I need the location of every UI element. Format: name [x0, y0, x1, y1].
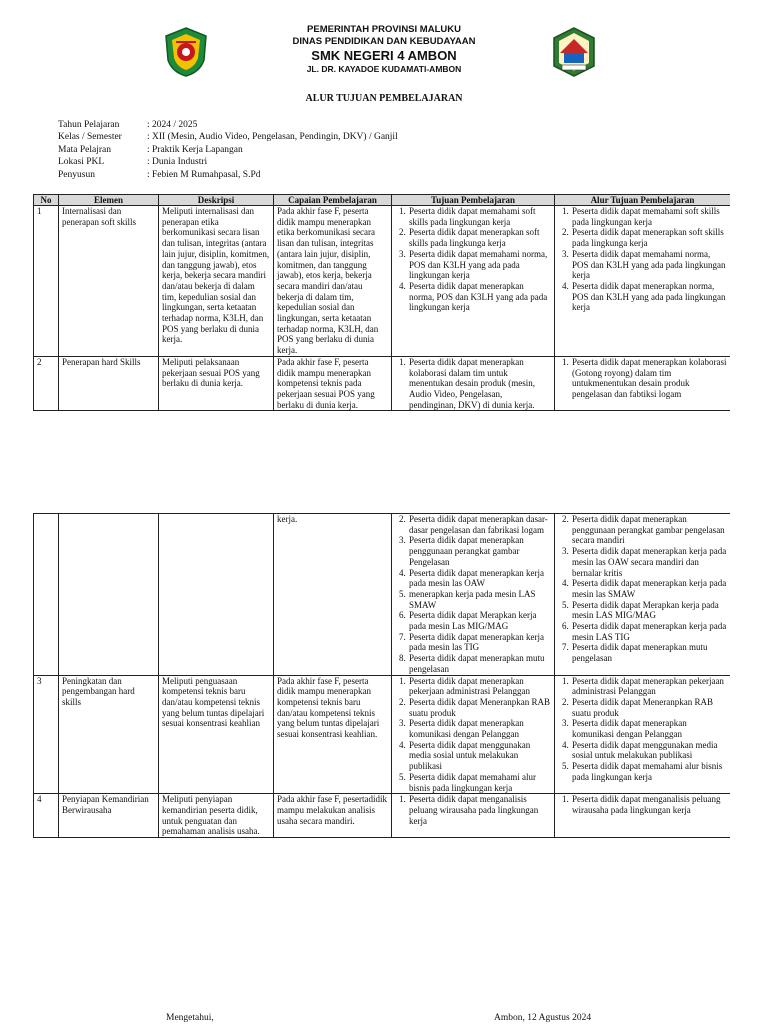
list-item: 5. Peserta didik dapat memahami alur bisnis pada lingkungan kerja — [408, 772, 551, 793]
list-item: 4. Peserta didik dapat menggunakan media sosial untuk melakukan publikasi — [571, 740, 727, 761]
cell-elemen: Internalisasi dan penerapan soft skills — [59, 206, 159, 357]
cell-alur — [555, 356, 731, 411]
cell-no — [34, 514, 59, 676]
meta-key: Penyusun — [58, 169, 95, 180]
cell-tujuan — [392, 794, 555, 838]
list-item: 2. Peserta didik dapat menerapkan penggunaan perangkat gambar pengelasan secara mandiri — [571, 514, 727, 546]
cell-alur — [555, 514, 731, 676]
list-item: 1. Peserta didik dapat menganalisis peluang wirausaha pada lingkungan kerja — [571, 794, 727, 815]
list-item: 2. Peserta didik dapat menerapkan dasar-dasar pengelasan dan fabrikasi logam — [408, 514, 551, 535]
cell-elemen: Peningkatan dan pengembangan hard skills — [59, 675, 159, 794]
signature-left-label: Mengetahui, — [166, 1013, 214, 1023]
cell-tujuan — [392, 356, 555, 411]
list-item: 1. Peserta didik dapat menerapkan pekerjaan administrasi Pelanggan — [408, 676, 551, 697]
list-item: 4. Peserta didik dapat menggunakan media sosial untuk melakukan publikasi — [408, 740, 551, 772]
list-item: 5. Peserta didik dapat memahami alur bisnis pada lingkungan kerja — [571, 761, 727, 782]
list-item: 7. Peserta didik dapat menerapkan kerja pada mesin las TIG — [408, 632, 551, 653]
cell-deskripsi: Meliputi penyiapan kemandirian peserta didik, untuk penguatan dan pemahaman analisis usaha. — [159, 794, 274, 838]
meta-key: Mata Pelajran — [58, 144, 112, 155]
meta-value: : Dunia Industri — [147, 157, 208, 168]
table-row — [34, 356, 731, 411]
cell-tujuan — [392, 514, 555, 676]
list-item: 3. Peserta didik dapat menerapkan penggunaan perangkat gambar Pengelasan — [408, 535, 551, 567]
letterhead — [0, 22, 768, 82]
cell-no: 4 — [34, 794, 59, 838]
list-item: 3. Peserta didik dapat menerapkan komunikasi dengan Pelanggan — [408, 718, 551, 739]
table-page-2 — [33, 513, 730, 867]
list-item: 6. Peserta didik dapat Merapkan kerja pada mesin Las MIG/MAG — [408, 610, 551, 631]
list-item: 4. Peserta didik dapat menerapkan norma, POS dan K3LH yang ada pada lingkungan kerja — [571, 281, 727, 313]
cell-deskripsi: Meliputi penguasaan kompetensi teknis baru dan/atau kompetensi teknis yang belum tuntas dipelajari sesuai konsentrasi keahlian — [159, 675, 274, 794]
list-item: 1. Peserta didik dapat memahami soft skills pada lingkungan kerja — [408, 206, 551, 227]
header-line-2: DINAS PENDIDIKAN DAN KEBUDAYAAN — [292, 36, 476, 47]
cell-elemen — [59, 514, 159, 676]
list-item: 1. Peserta didik dapat memahami soft skills pada lingkungan kerja — [571, 206, 727, 227]
col-header-deskripsi: Deskripsi — [159, 195, 274, 206]
meta-key: Tahun Pelajaran — [58, 120, 120, 130]
table-header-row — [34, 195, 731, 206]
school-name: SMK NEGERI 4 AMBON — [311, 48, 457, 63]
signature-right-date: Ambon, 12 Agustus 2024 — [494, 1013, 592, 1023]
list-item: 1. Peserta didik dapat menerapkan pekerjaan administrasi Pelanggan — [571, 676, 727, 697]
col-header-elemen: Elemen — [59, 195, 159, 206]
cell-no: 1 — [34, 206, 59, 357]
col-header-alur: Alur Tujuan Pembelajaran — [555, 195, 731, 206]
cell-capaian: Pada akhir fase F, peserta didik mampu menerapkan etika berkomunikasi secara lisan dan tulisan, integritas (antara lain jujur, disiplin, komitmen, dan tanggung jawab), etos kerja, bekerja secara mandiri dan/atau bekerja di dalam tim, kepedulian sosial dan lingkungan, serta ketaatan terhadap norma, K3LH, dan POS yang berlaku di dunia kerja. — [274, 206, 392, 357]
cell-deskripsi: Meliputi internalisasi dan penerapan etika berkomunikasi secara lisan dan tulisan, integritas (antara lain jujur, disiplin, komitmen, dan tanggung jawab), etos kerja, bekerja secara mandiri dan/atau bekerja di dalam tim, kepedulian sosial dan lingkungan, serta ketaatan terhadap norma, K3LH, dan POS yang berlaku di dunia kerja. — [159, 206, 274, 357]
meta-value: : XII (Mesin, Audio Video, Pengelasan, Pendingin, DKV) / Ganjil — [147, 132, 398, 143]
cell-elemen: Penerapan hard Skills — [59, 356, 159, 411]
meta-key: Kelas / Semester — [58, 132, 122, 143]
table-row — [34, 675, 731, 794]
meta-key: Lokasi PKL — [58, 157, 105, 168]
table-row-continued — [34, 514, 731, 676]
list-item: 7. Peserta didik dapat menerapkan mutu pengelasan — [571, 642, 727, 663]
school-address: JL. DR. KAYADOE KUDAMATI-AMBON — [306, 64, 462, 74]
list-item: 3. Peserta didik dapat menerapkan kerja pada mesin las OAW secara mandiri dan bernalar kritis — [571, 546, 727, 578]
cell-capaian: Pada akhir fase F, peserta didik mampu menerapkan kompetensi teknis pada pekerjaan sesuai POS yang berlaku di dunia kerja. — [274, 356, 392, 411]
table-page-1 — [33, 194, 730, 427]
cell-tujuan — [392, 675, 555, 794]
meta-value: : 2024 / 2025 — [147, 120, 198, 130]
cell-capaian: Pada akhir fase F, peserta didik mampu menerapkan kompetensi teknis baru dan/atau kompetensi teknis yang belum tuntas dipelajari sesuai konsentrasi keahlian. — [274, 675, 392, 794]
list-item: 6. Peserta didik dapat menerapkan kerja pada mesin LAS TIG — [571, 621, 727, 642]
cell-alur — [555, 675, 731, 794]
col-header-no: No — [34, 195, 59, 206]
list-item: 3. Peserta didik dapat memahami norma, POS dan K3LH yang ada pada lingkungan kerja — [408, 249, 551, 281]
cell-tujuan — [392, 206, 555, 357]
list-item: 3. Peserta didik dapat memahami norma, POS dan K3LH yang ada pada lingkungan kerja — [571, 249, 727, 281]
list-item: 4. Peserta didik dapat menerapkan kerja pada mesin las OAW — [408, 568, 551, 589]
cell-elemen: Penyiapan Kemandirian Berwirausaha — [59, 794, 159, 838]
cell-no: 2 — [34, 356, 59, 411]
list-item: 3. Peserta didik dapat menerapkan komunikasi dengan Pelanggan — [571, 718, 727, 739]
list-item: 2. Peserta didik dapat menerapkan soft skills pada lingkunga kerja — [408, 227, 551, 248]
table-row — [34, 794, 731, 838]
province-emblem-icon — [162, 26, 210, 78]
list-item: 1. Peserta didik dapat menerapkan kolaborasi dalam tim untuk menentukan desain produk (mesin, Audio Video, Pengelasan, pendinginan, DKV) di dunia kerja. — [408, 357, 551, 411]
list-item: 8. Peserta didik dapat menerapkan mutu pengelasan — [408, 653, 551, 674]
list-item: 2. Peserta didik dapat Meneranpkan RAB suatu produk — [408, 697, 551, 718]
cell-alur — [555, 794, 731, 838]
meta-value: : Febien M Rumahpasal, S.Pd — [147, 169, 261, 180]
document-meta — [58, 119, 398, 181]
table-row — [34, 206, 731, 357]
cell-capaian: Pada akhir fase F, pesertadidik mampu melakukan analisis usaha secara mandiri. — [274, 794, 392, 838]
list-item: 4. Peserta didik dapat menerapkan kerja pada mesin las SMAW — [571, 578, 727, 599]
list-item: 1. Peserta didik dapat menganalisis peluang wirausaha pada lingkungan kerja — [408, 794, 551, 826]
school-emblem-icon — [550, 26, 598, 78]
cell-no: 3 — [34, 675, 59, 794]
cell-alur — [555, 206, 731, 357]
document-title: ALUR TUJUAN PEMBELAJARAN — [305, 93, 463, 104]
list-item: 5. Peserta didik dapat Merapkan kerja pada mesin LAS MIG/MAG — [571, 600, 727, 621]
list-item: 4. Peserta didik dapat menerapkan norma, POS dan K3LH yang ada pada lingkungan kerja — [408, 281, 551, 313]
cell-deskripsi: Meliputi pelaksanaan pekerjaan sesuai POS yang berlaku di dunia kerja. — [159, 356, 274, 411]
list-item: 1. Peserta didik dapat menerapkan kolaborasi (Gotong royong) dalam tim untukmenentukan desain produk pengelasan dan fabtiksi logam — [571, 357, 727, 400]
list-item: 2. Peserta didik dapat menerapkan soft skills pada lingkunga kerja — [571, 227, 727, 248]
list-item: 2. Peserta didik dapat Meneranpkan RAB suatu produk — [571, 697, 727, 718]
cell-deskripsi — [159, 514, 274, 676]
meta-value: : Praktik Kerja Lapangan — [147, 144, 243, 155]
header-line-1: PEMERINTAH PROVINSI MALUKU — [307, 24, 461, 35]
list-item: 5. menerapkan kerja pada mesin LAS SMAW — [408, 589, 551, 610]
cell-capaian-continued: kerja. — [274, 514, 392, 676]
col-header-capaian: Capaian Pembelajaran — [274, 195, 392, 206]
col-header-tujuan: Tujuan Pembelajaran — [392, 195, 555, 206]
